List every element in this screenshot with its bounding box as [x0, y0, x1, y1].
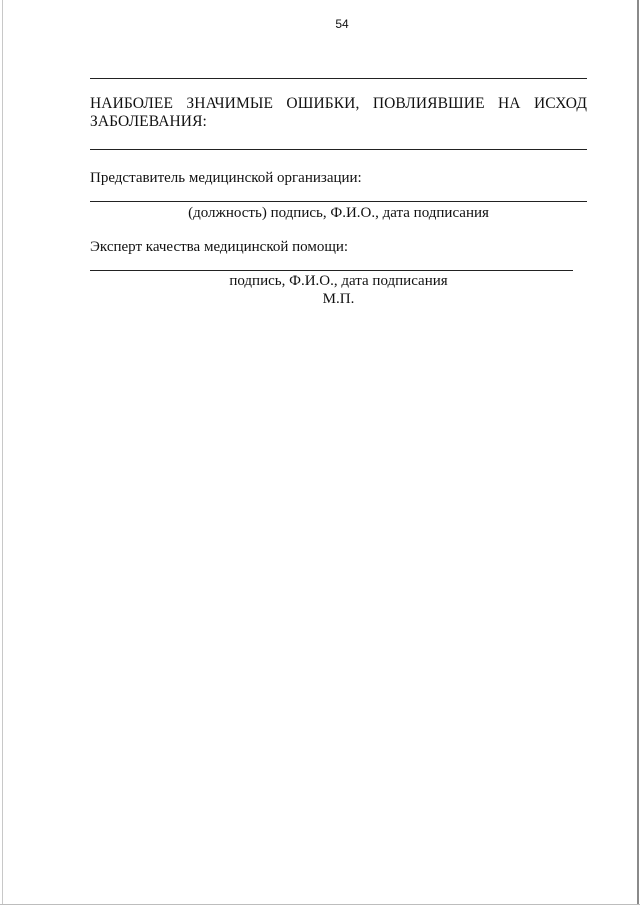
expert-signature-line	[90, 270, 573, 271]
errors-answer-line	[90, 149, 587, 150]
top-separator-line	[90, 78, 587, 79]
stamp-place-mark: М.П.	[322, 291, 355, 307]
page-number: 54	[335, 17, 349, 31]
representative-label: Представитель медицинской организации:	[90, 170, 362, 186]
representative-signature-caption: (должность) подпись, Ф.И.О., дата подписания	[188, 205, 489, 221]
representative-signature-line	[90, 201, 587, 202]
scan-edge-left	[2, 0, 3, 905]
scan-edge-right	[637, 0, 639, 905]
expert-label: Эксперт качества медицинской помощи:	[90, 239, 349, 255]
errors-heading: НАИБОЛЕЕ ЗНАЧИМЫЕ ОШИБКИ, ПОВЛИЯВШИЕ НА ИСХОД ЗАБОЛЕВАНИЯ:	[90, 95, 587, 130]
expert-signature-caption: подпись, Ф.И.О., дата подписания	[229, 273, 448, 289]
